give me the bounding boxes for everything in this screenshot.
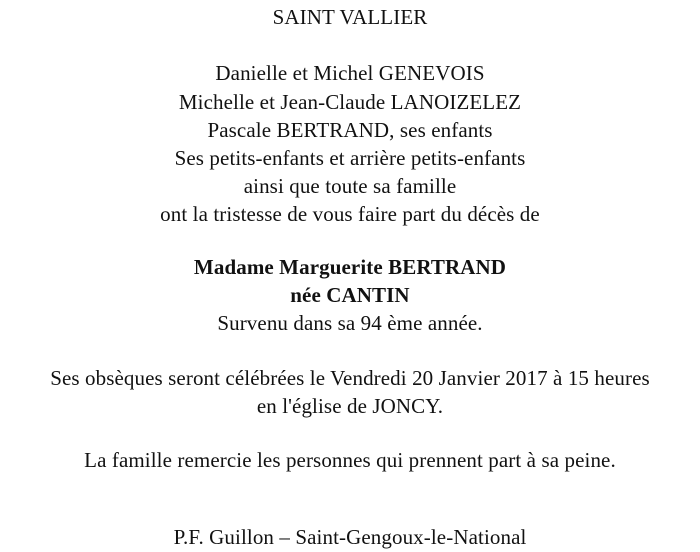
family-line-4: Ses petits-enfants et arrière petits-enfants (174, 146, 526, 170)
family-line-3: Pascale BERTRAND, ses enfants (207, 118, 493, 142)
family-line-1: Danielle et Michel GENEVOIS (215, 61, 485, 85)
deceased-maiden-name: née CANTIN (290, 283, 410, 307)
family-line-5: ainsi que toute sa famille (243, 174, 457, 198)
deceased-name: Madame Marguerite BERTRAND (193, 255, 507, 279)
thanks-line: La famille remercie les personnes qui prennent part à sa peine. (84, 448, 616, 472)
deceased-age: Survenu dans sa 94 ème année. (217, 311, 483, 335)
funeral-line-2: en l'église de JONCY. (256, 394, 444, 418)
location-heading: SAINT VALLIER (272, 5, 428, 29)
funeral-line-1: Ses obsèques seront célébrées le Vendredi 20 Janvier 2017 à 15 heures (50, 366, 650, 390)
family-line-2: Michelle et Jean-Claude LANOIZELEZ (178, 90, 522, 114)
funeral-home: P.F. Guillon – Saint-Gengoux-le-National (173, 525, 527, 549)
family-line-6: ont la tristesse de vous faire part du décès de (160, 202, 540, 226)
